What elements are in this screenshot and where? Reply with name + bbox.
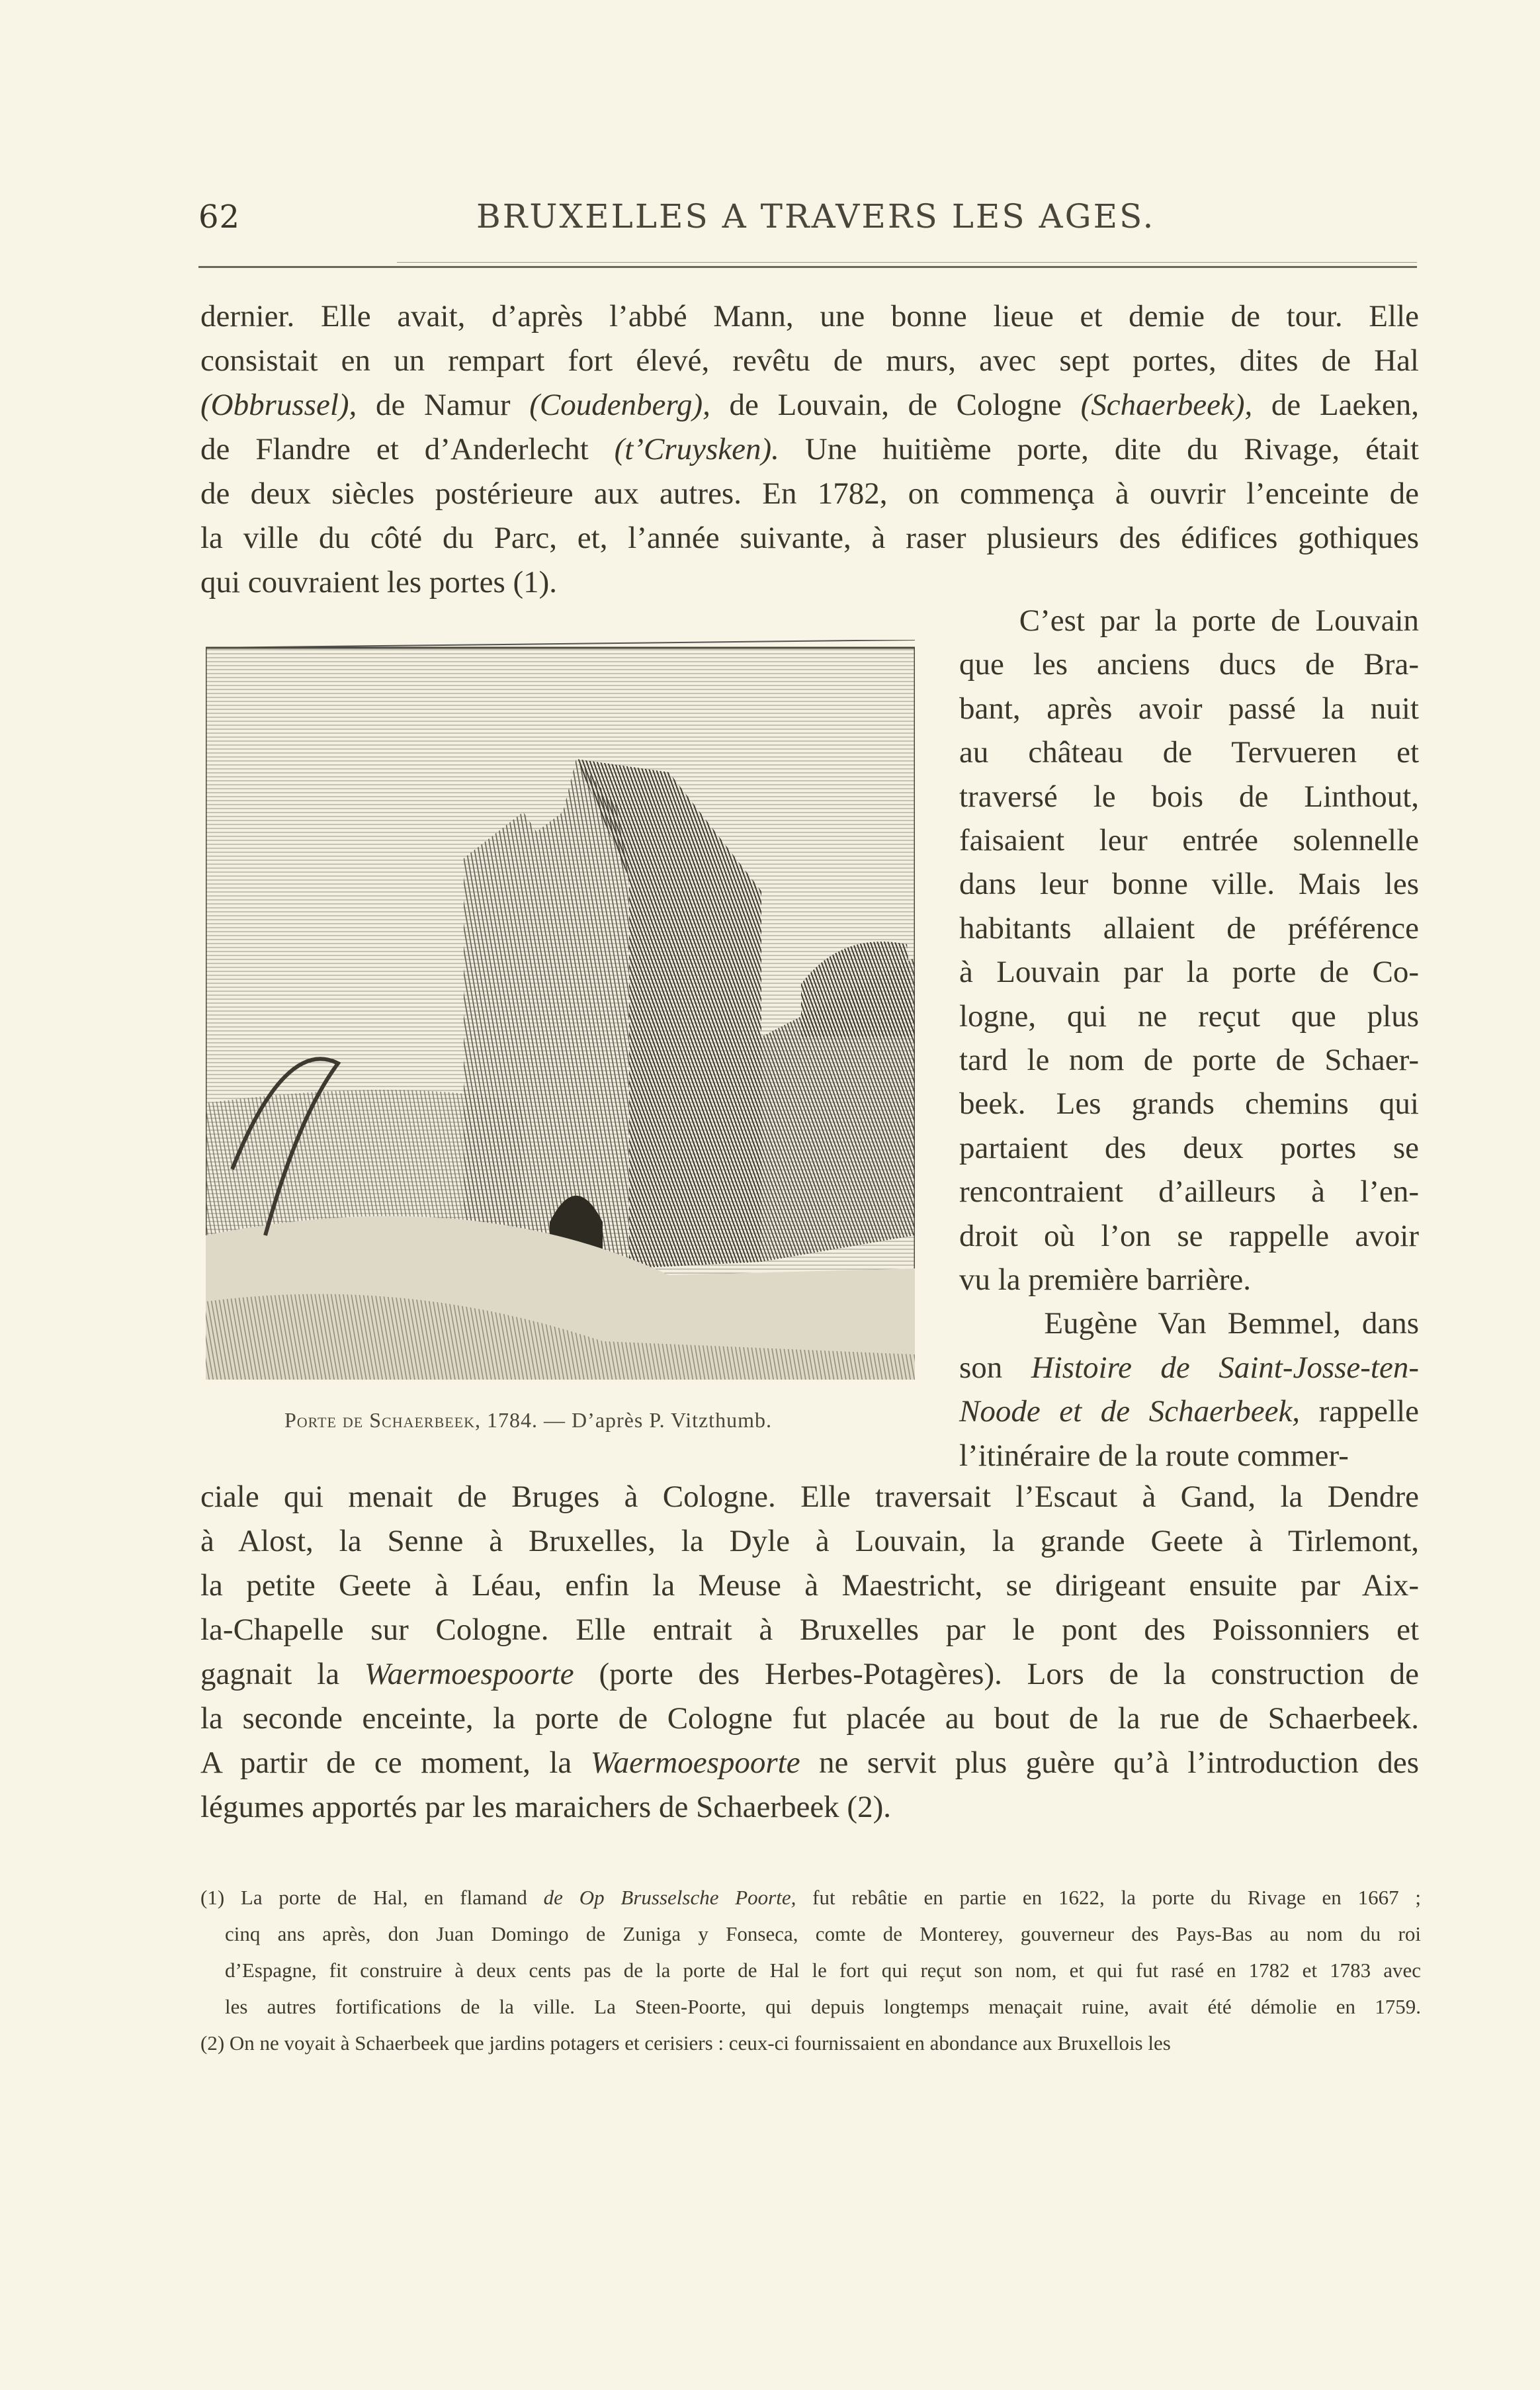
text-segment: fut rebâtie en partie en 1622, la porte du Rivage en 1667 ;	[796, 1886, 1421, 1909]
text-segment: logne, qui ne reçut que plus	[959, 998, 1419, 1034]
text-segment: à Alost, la Senne à Bruxelles, la Dyle à Louvain, la grande Geete à Tirlemont,	[200, 1524, 1419, 1558]
text-line	[200, 385, 1419, 425]
text-segment: rencontraient d’ailleurs à l’en-	[959, 1174, 1419, 1210]
page-number: 62	[198, 199, 241, 236]
header-rule	[198, 266, 1417, 268]
text-line	[959, 1084, 1419, 1124]
text-segment: partaient des deux portes se	[959, 1130, 1419, 1165]
footnote-line	[225, 1994, 1421, 2020]
text-line	[200, 341, 1419, 380]
text-line	[200, 1521, 1419, 1561]
text-segment: Une huitième porte, dite du Rivage, était	[779, 432, 1419, 466]
text-segment: rappelle	[1300, 1394, 1419, 1429]
italic-text: (Schaerbeek),	[1080, 388, 1253, 422]
text-line	[200, 1743, 1419, 1783]
text-line	[959, 1260, 1419, 1300]
text-line	[200, 1566, 1419, 1605]
italic-text: Noode et de Schaerbeek,	[959, 1394, 1301, 1429]
text-segment: dernier. Elle avait, d’après l’abbé Mann, une bonne lieue et demie de tour. Elle	[200, 299, 1419, 333]
text-segment: qui couvraient les portes (1).	[200, 565, 558, 599]
italic-text: (t’Cruysken).	[614, 432, 779, 466]
text-segment: (porte des Herbes-Potagères). Lors de la construction de	[574, 1657, 1419, 1691]
illustration-porte-de-schaerbeek	[206, 640, 915, 1380]
text-segment: d’Espagne, fit construire à deux cents pas de la porte de Hal le fort qui reçut son nom, et qui fut rasé en 1782 et 1783 avec	[225, 1959, 1421, 1982]
text-segment: de Namur	[357, 388, 530, 422]
caption-credit: — D’après P. Vitzthumb.	[538, 1408, 772, 1432]
text-segment: beek. Les grands chemins qui	[959, 1086, 1419, 1122]
text-line	[959, 1172, 1419, 1212]
text-segment: de deux siècles postérieure aux autres. En 1782, on commença à ouvrir l’enceinte de	[200, 476, 1419, 511]
italic-text: (Coudenberg),	[529, 388, 710, 422]
text-line	[959, 1436, 1419, 1476]
text-segment: cinq ans après, don Juan Domingo de Zuniga y Fonseca, comte de Monterey, gouverneur des Pays-Bas au nom du roi	[225, 1922, 1421, 1945]
text-segment: vu la première barrière.	[959, 1262, 1252, 1297]
text-segment: la petite Geete à Léau, enfin la Meuse à Maestricht, se dirigeant ensuite par Aix-	[200, 1568, 1419, 1603]
text-line	[959, 864, 1419, 904]
text-segment: habitants allaient de préférence	[959, 910, 1419, 946]
text-segment: de Louvain, de Cologne	[710, 388, 1081, 422]
text-line	[959, 689, 1419, 729]
text-segment: ciale qui menait de Bruges à Cologne. Elle traversait l’Escaut à Gand, la Dendre	[200, 1480, 1419, 1514]
text-segment: ne servit plus guère qu’à l’introduction des	[800, 1746, 1419, 1780]
footnote-line	[225, 1957, 1421, 1984]
text-segment: la ville du côté du Parc, et, l’année suivante, à raser plusieurs des édifices gothiques	[200, 521, 1419, 555]
text-line	[200, 296, 1419, 336]
text-segment: tard le nom de porte de Schaer-	[959, 1043, 1419, 1077]
text-line	[959, 601, 1419, 641]
text-segment: l’itinéraire de la route commer-	[959, 1438, 1349, 1473]
caption-title: Porte de Schaerbeek, 1784.	[284, 1408, 538, 1432]
italic-text: Histoire de Saint-Josse-ten-	[1031, 1350, 1419, 1385]
text-segment: gagnait la	[200, 1657, 364, 1691]
italic-text: (Obbrussel),	[200, 388, 357, 422]
text-line	[200, 474, 1419, 513]
text-segment: bant, après avoir passé la nuit	[959, 691, 1419, 726]
italic-text: Waermoespoorte	[364, 1657, 574, 1691]
text-segment: dans leur bonne ville. Mais les	[959, 867, 1419, 902]
text-segment: (1) La porte de Hal, en flamand	[200, 1886, 544, 1909]
text-segment: A partir de ce moment, la	[200, 1746, 591, 1780]
italic-text: Waermoespoorte	[590, 1746, 800, 1780]
text-segment: son	[959, 1350, 1031, 1385]
text-segment: les autres fortifications de la ville. La Steen-Poorte, qui depuis longtemps menaçait ruine, avait été démolie en 1759.	[225, 1995, 1421, 2018]
text-segment: droit où l’on se rappelle avoir	[959, 1218, 1419, 1253]
text-segment: que les anciens ducs de Bra-	[959, 647, 1419, 682]
text-segment: Eugène Van Bemmel, dans	[959, 1306, 1419, 1341]
text-line	[959, 952, 1419, 992]
text-line	[959, 777, 1419, 817]
text-line	[959, 1348, 1419, 1388]
text-segment: au château de Tervueren et	[959, 735, 1419, 770]
text-line	[959, 820, 1419, 860]
engraving-image	[206, 640, 915, 1380]
text-line	[959, 1040, 1419, 1080]
header-rule-thin	[397, 262, 1417, 263]
text-line	[200, 518, 1419, 558]
footnote-line	[225, 1921, 1421, 1947]
text-segment: la-Chapelle sur Cologne. Elle entrait à Bruxelles par le pont des Poissonniers et	[200, 1613, 1419, 1647]
text-segment: (2) On ne voyait à Schaerbeek que jardins potagers et cerisiers : ceux-ci fournissaient en abondance aux Bruxellois les	[200, 2031, 1171, 2055]
text-segment: faisaient leur entrée solennelle	[959, 823, 1419, 858]
text-line	[200, 1654, 1419, 1694]
figure-caption	[284, 1408, 772, 1433]
text-line	[959, 644, 1419, 684]
text-line	[959, 1216, 1419, 1256]
text-line	[959, 1392, 1419, 1431]
text-line	[959, 908, 1419, 948]
running-title: BRUXELLES A TRAVERS LES AGES.	[476, 197, 1156, 236]
footnote-line	[200, 1884, 1421, 1911]
text-line	[200, 1477, 1419, 1517]
text-segment: la seconde enceinte, la porte de Cologne fut placée au bout de la rue de Schaerbeek.	[200, 1701, 1419, 1736]
text-line	[200, 429, 1419, 469]
text-segment: C’est par la porte de Louvain	[959, 603, 1419, 638]
text-line	[200, 1699, 1419, 1738]
text-line	[959, 1128, 1419, 1168]
text-segment: consistait en un rempart fort élevé, revêtu de murs, avec sept portes, dites de Hal	[200, 343, 1419, 378]
text-segment: de Laeken,	[1252, 388, 1419, 422]
italic-text: de Op Brusselsche Poorte,	[543, 1886, 796, 1909]
text-segment: de Flandre et d’Anderlecht	[200, 432, 615, 466]
text-segment: à Louvain par la porte de Co-	[959, 955, 1419, 990]
text-line	[959, 996, 1419, 1036]
text-line	[200, 562, 1419, 602]
footnote-line	[200, 2030, 1421, 2057]
text-line	[200, 1787, 1419, 1827]
text-segment: légumes apportés par les maraichers de Schaerbeek (2).	[200, 1790, 891, 1824]
text-segment: traversé le bois de Linthout,	[959, 779, 1419, 814]
text-line	[959, 732, 1419, 772]
text-line	[959, 1304, 1419, 1343]
text-line	[200, 1610, 1419, 1650]
